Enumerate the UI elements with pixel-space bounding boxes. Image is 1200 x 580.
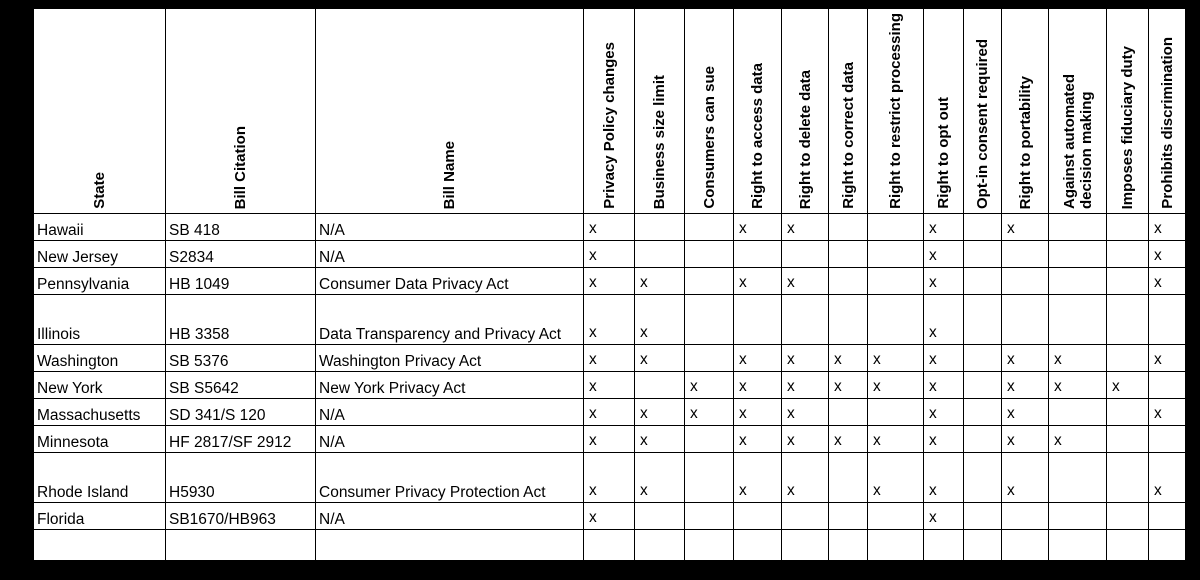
- provision-mark-cell: x: [1002, 372, 1049, 399]
- provision-mark-cell: x: [782, 268, 829, 295]
- bill-name-cell: N/A: [316, 214, 584, 241]
- state-cell: Minnesota: [34, 426, 166, 453]
- state-cell: Washington: [34, 345, 166, 372]
- column-header-label: Against automated decision making: [1060, 73, 1095, 209]
- provision-mark-cell: [964, 372, 1002, 399]
- provision-mark-cell: [964, 345, 1002, 372]
- provision-mark-cell: [635, 503, 685, 530]
- column-header: [964, 9, 1002, 214]
- provision-mark-cell: [964, 241, 1002, 268]
- bill-citation-cell: HB 3358: [166, 295, 316, 345]
- provision-mark-cell: x: [1149, 241, 1186, 268]
- provision-mark-cell: [1049, 214, 1107, 241]
- provision-mark-cell: x: [782, 453, 829, 503]
- provision-mark-cell: x: [829, 372, 868, 399]
- provision-mark-cell: [1149, 503, 1186, 530]
- provision-mark-cell: x: [1049, 345, 1107, 372]
- bill-name-cell: Consumer Privacy Protection Act: [316, 453, 584, 503]
- bill-citation-cell: SD 341/S 120: [166, 399, 316, 426]
- state-cell: Massachusetts: [34, 399, 166, 426]
- state-cell: Florida: [34, 503, 166, 530]
- provision-mark-cell: x: [924, 214, 964, 241]
- provision-mark-cell: x: [635, 399, 685, 426]
- bill-citation-cell: S2834: [166, 241, 316, 268]
- column-header: [734, 9, 782, 214]
- table-body: [34, 214, 1186, 580]
- provision-mark-cell: [685, 426, 734, 453]
- provision-mark-cell: x: [924, 530, 964, 580]
- state-cell: New York: [34, 372, 166, 399]
- column-header: [1049, 9, 1107, 214]
- provision-mark-cell: [734, 241, 782, 268]
- provision-mark-cell: [1002, 530, 1049, 580]
- column-header-label: Right to correct data: [839, 62, 857, 209]
- provision-mark-cell: [734, 295, 782, 345]
- column-header-label: Right to access data: [749, 63, 766, 209]
- table-row: [34, 268, 1186, 295]
- provision-mark-cell: x: [1149, 453, 1186, 503]
- bill-citation-cell: LB746: [166, 530, 316, 580]
- provision-mark-cell: x: [924, 295, 964, 345]
- provision-mark-cell: [1002, 503, 1049, 530]
- provision-mark-cell: [1002, 295, 1049, 345]
- provision-mark-cell: x: [584, 372, 635, 399]
- column-header-label: Right to opt out: [935, 97, 952, 209]
- provision-mark-cell: x: [1107, 372, 1149, 399]
- column-header: [868, 9, 924, 214]
- provision-mark-cell: x: [734, 426, 782, 453]
- provision-mark-cell: x: [734, 268, 782, 295]
- bill-name-cell: N/A: [316, 241, 584, 268]
- provision-mark-cell: [1107, 295, 1149, 345]
- provision-mark-cell: [1002, 241, 1049, 268]
- bill-name-cell: New York Privacy Act: [316, 372, 584, 399]
- provision-mark-cell: x: [782, 426, 829, 453]
- column-header-label: Imposes fiduciary duty: [1119, 45, 1136, 209]
- provision-mark-cell: x: [635, 268, 685, 295]
- provision-mark-cell: x: [584, 426, 635, 453]
- provision-mark-cell: [685, 530, 734, 580]
- provision-mark-cell: [685, 241, 734, 268]
- provision-mark-cell: [829, 453, 868, 503]
- column-header: [584, 9, 635, 214]
- provision-mark-cell: x: [584, 503, 635, 530]
- provision-mark-cell: [1107, 399, 1149, 426]
- provision-mark-cell: [868, 268, 924, 295]
- column-header: [1149, 9, 1186, 214]
- provision-mark-cell: [1107, 268, 1149, 295]
- provision-mark-cell: [1049, 399, 1107, 426]
- provision-mark-cell: [1049, 503, 1107, 530]
- provision-mark-cell: x: [584, 268, 635, 295]
- provision-mark-cell: x: [734, 399, 782, 426]
- provision-mark-cell: x: [635, 426, 685, 453]
- bill-name-cell: Nebraska Consumer Data Privacy Act: [316, 530, 584, 580]
- provision-mark-cell: x: [1149, 268, 1186, 295]
- state-cell: Pennsylvania: [34, 268, 166, 295]
- provision-mark-cell: [635, 241, 685, 268]
- column-header-label: Bill Name: [441, 140, 458, 209]
- provision-mark-cell: x: [924, 241, 964, 268]
- provision-mark-cell: x: [584, 345, 635, 372]
- provision-mark-cell: x: [635, 345, 685, 372]
- table-row: [34, 530, 1186, 580]
- privacy-bill-table: [33, 8, 1186, 580]
- table-row: [34, 453, 1186, 503]
- provision-mark-cell: [782, 503, 829, 530]
- provision-mark-cell: x: [924, 453, 964, 503]
- column-header-label: Consumers can sue: [700, 66, 718, 209]
- provision-mark-cell: [685, 295, 734, 345]
- provision-mark-cell: [829, 503, 868, 530]
- column-header-label: Right to restrict processing: [887, 13, 904, 209]
- provision-mark-cell: [1049, 241, 1107, 268]
- provision-mark-cell: [734, 503, 782, 530]
- provision-mark-cell: x: [1149, 345, 1186, 372]
- provision-mark-cell: x: [1049, 426, 1107, 453]
- provision-mark-cell: x: [584, 530, 635, 580]
- provision-mark-cell: [1107, 530, 1149, 580]
- table-row: [34, 503, 1186, 530]
- bill-citation-cell: H5930: [166, 453, 316, 503]
- provision-mark-cell: x: [584, 295, 635, 345]
- provision-mark-cell: [782, 295, 829, 345]
- provision-mark-cell: [829, 399, 868, 426]
- provision-mark-cell: [1049, 453, 1107, 503]
- provision-mark-cell: [1107, 426, 1149, 453]
- provision-mark-cell: x: [924, 345, 964, 372]
- provision-mark-cell: [1107, 453, 1149, 503]
- table-row: [34, 241, 1186, 268]
- provision-mark-cell: [964, 503, 1002, 530]
- bill-citation-cell: SB 5376: [166, 345, 316, 372]
- provision-mark-cell: [829, 241, 868, 268]
- bill-name-cell: N/A: [316, 426, 584, 453]
- provision-mark-cell: [868, 241, 924, 268]
- provision-mark-cell: x: [1149, 214, 1186, 241]
- provision-mark-cell: x: [782, 372, 829, 399]
- provision-mark-cell: [868, 295, 924, 345]
- provision-mark-cell: [685, 503, 734, 530]
- provision-mark-cell: x: [868, 453, 924, 503]
- provision-mark-cell: x: [1002, 453, 1049, 503]
- provision-mark-cell: x: [1149, 530, 1186, 580]
- column-header: [924, 9, 964, 214]
- bill-name-cell: N/A: [316, 503, 584, 530]
- provision-mark-cell: [685, 214, 734, 241]
- bill-citation-cell: SB S5642: [166, 372, 316, 399]
- bill-name-cell: N/A: [316, 399, 584, 426]
- header-row: [34, 9, 1186, 214]
- provision-mark-cell: [868, 214, 924, 241]
- column-header: [1107, 9, 1149, 214]
- provision-mark-cell: x: [1002, 345, 1049, 372]
- bill-citation-cell: SB1670/HB963: [166, 503, 316, 530]
- state-cell: New Jersey: [34, 241, 166, 268]
- provision-mark-cell: x: [782, 530, 829, 580]
- column-header: [34, 9, 166, 214]
- provision-mark-cell: [829, 214, 868, 241]
- provision-mark-cell: x: [685, 372, 734, 399]
- provision-mark-cell: x: [924, 268, 964, 295]
- provision-mark-cell: [868, 503, 924, 530]
- bill-citation-cell: HB 1049: [166, 268, 316, 295]
- provision-mark-cell: [1149, 372, 1186, 399]
- provision-mark-cell: [1149, 426, 1186, 453]
- provision-mark-cell: x: [635, 295, 685, 345]
- provision-mark-cell: x: [829, 426, 868, 453]
- column-header-label: State: [91, 172, 108, 209]
- bill-citation-cell: SB 418: [166, 214, 316, 241]
- column-header: [829, 9, 868, 214]
- privacy-bill-table-sheet: [33, 8, 1185, 578]
- provision-mark-cell: [1049, 530, 1107, 580]
- table-row: [34, 399, 1186, 426]
- table-row: [34, 372, 1186, 399]
- column-header-label: Right to delete data: [796, 69, 814, 209]
- provision-mark-cell: x: [584, 453, 635, 503]
- provision-mark-cell: x: [734, 453, 782, 503]
- column-header-label: Opt-in consent required: [974, 38, 991, 209]
- column-header-label: Bill Citation: [232, 125, 249, 209]
- provision-mark-cell: x: [584, 214, 635, 241]
- provision-mark-cell: x: [584, 241, 635, 268]
- provision-mark-cell: x: [1002, 214, 1049, 241]
- provision-mark-cell: x: [924, 399, 964, 426]
- provision-mark-cell: [829, 268, 868, 295]
- state-cell: Hawaii: [34, 214, 166, 241]
- column-header: [316, 9, 584, 214]
- provision-mark-cell: x: [829, 345, 868, 372]
- column-header: [1002, 9, 1049, 214]
- provision-mark-cell: [964, 426, 1002, 453]
- state-cell: Nebraska: [34, 530, 166, 580]
- provision-mark-cell: x: [924, 372, 964, 399]
- column-header: [685, 9, 734, 214]
- provision-mark-cell: x: [734, 372, 782, 399]
- provision-mark-cell: x: [734, 214, 782, 241]
- provision-mark-cell: x: [685, 399, 734, 426]
- provision-mark-cell: x: [635, 453, 685, 503]
- provision-mark-cell: [685, 453, 734, 503]
- state-cell: Illinois: [34, 295, 166, 345]
- column-header-label: Business size limit: [651, 74, 668, 209]
- provision-mark-cell: [964, 214, 1002, 241]
- provision-mark-cell: x: [924, 426, 964, 453]
- provision-mark-cell: x: [868, 426, 924, 453]
- provision-mark-cell: [1049, 268, 1107, 295]
- provision-mark-cell: x: [734, 530, 782, 580]
- provision-mark-cell: x: [1002, 399, 1049, 426]
- bill-name-cell: Data Transparency and Privacy Act: [316, 295, 584, 345]
- provision-mark-cell: [964, 453, 1002, 503]
- provision-mark-cell: [1049, 295, 1107, 345]
- bill-name-cell: Consumer Data Privacy Act: [316, 268, 584, 295]
- provision-mark-cell: [635, 214, 685, 241]
- column-header-label: Right to portability: [1016, 75, 1034, 209]
- provision-mark-cell: x: [1149, 399, 1186, 426]
- provision-mark-cell: [829, 295, 868, 345]
- provision-mark-cell: x: [868, 345, 924, 372]
- provision-mark-cell: [1107, 214, 1149, 241]
- provision-mark-cell: [1002, 268, 1049, 295]
- column-header: [166, 9, 316, 214]
- state-cell: Rhode Island: [34, 453, 166, 503]
- provision-mark-cell: [1149, 295, 1186, 345]
- provision-mark-cell: [685, 345, 734, 372]
- provision-mark-cell: [868, 399, 924, 426]
- provision-mark-cell: x: [924, 503, 964, 530]
- provision-mark-cell: x: [1002, 426, 1049, 453]
- provision-mark-cell: x: [868, 372, 924, 399]
- table-row: [34, 214, 1186, 241]
- provision-mark-cell: x: [584, 399, 635, 426]
- column-header-label: Prohibits discrimination: [1158, 37, 1176, 209]
- provision-mark-cell: [1107, 503, 1149, 530]
- provision-mark-cell: x: [782, 399, 829, 426]
- provision-mark-cell: [964, 399, 1002, 426]
- provision-mark-cell: [964, 530, 1002, 580]
- bill-citation-cell: HF 2817/SF 2912: [166, 426, 316, 453]
- provision-mark-cell: [964, 295, 1002, 345]
- provision-mark-cell: [868, 530, 924, 580]
- provision-mark-cell: [685, 268, 734, 295]
- provision-mark-cell: [829, 530, 868, 580]
- provision-mark-cell: [635, 372, 685, 399]
- column-header: [635, 9, 685, 214]
- provision-mark-cell: x: [782, 345, 829, 372]
- provision-mark-cell: [964, 268, 1002, 295]
- provision-mark-cell: [782, 241, 829, 268]
- table-row: [34, 426, 1186, 453]
- provision-mark-cell: x: [635, 530, 685, 580]
- table-row: [34, 295, 1186, 345]
- bill-name-cell: Washington Privacy Act: [316, 345, 584, 372]
- provision-mark-cell: x: [782, 214, 829, 241]
- table-row: [34, 345, 1186, 372]
- provision-mark-cell: [1107, 345, 1149, 372]
- column-header: [782, 9, 829, 214]
- provision-mark-cell: x: [1049, 372, 1107, 399]
- provision-mark-cell: x: [734, 345, 782, 372]
- column-header-label: Privacy Policy changes: [600, 42, 618, 209]
- provision-mark-cell: [1107, 241, 1149, 268]
